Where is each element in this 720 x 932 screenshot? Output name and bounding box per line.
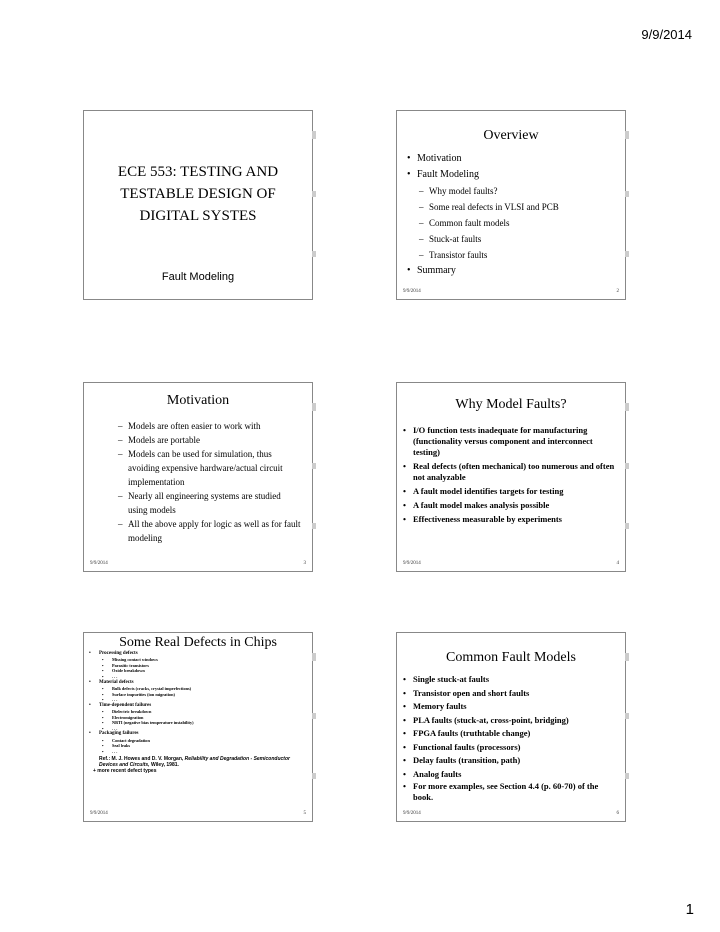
slide-footer-number: 6 [616, 811, 619, 816]
more-defects-note: + more recent defect types [93, 768, 157, 775]
defect-item: • Surface impurities (ion migration) [102, 692, 307, 698]
defect-item: • Electromigration [102, 715, 307, 721]
overview-item: • Summary [407, 263, 617, 279]
defect-item: • Seal leaks [102, 743, 307, 749]
fault-model-item: • For more examples, see Section 4.4 (p. 60-70) of the book. [403, 781, 617, 803]
overview-subitem: – Transistor faults [419, 247, 617, 263]
slide-footer [90, 811, 306, 816]
overview-subitem: – Common fault models [419, 215, 617, 231]
slide-6 [396, 632, 626, 822]
fault-model-item: • Analog faults [403, 768, 617, 782]
slide-4-title: Why Model Faults? [455, 397, 567, 412]
defect-item: • Parasitic transistors [102, 663, 307, 669]
fault-model-item: • Delay faults (transition, path) [403, 754, 617, 768]
motivation-item: – All the above apply for logic as well as for fault modeling [118, 517, 302, 545]
slide-footer-date: 9/9/2014 [90, 561, 108, 566]
slide-footer-number: 2 [616, 289, 619, 294]
slide-5 [83, 632, 313, 822]
why-item: • Effectiveness measurable by experiments [403, 514, 619, 525]
slide-footer-number: 5 [303, 811, 306, 816]
fault-model-item: • Transistor open and short faults [403, 687, 617, 701]
defect-item: • . . . [102, 726, 307, 732]
slide-footer-number: 3 [303, 561, 306, 566]
overview-item: • Fault Modeling [407, 167, 617, 183]
motivation-item: – Models are portable [118, 433, 302, 447]
defect-item: • Bulk defects (cracks, crystal imperfections) [102, 686, 307, 692]
slide-footer [403, 561, 619, 566]
fault-model-item: • Single stuck-at faults [403, 673, 617, 687]
slide-footer [90, 561, 306, 566]
slide-footer-date: 9/9/2014 [403, 561, 421, 566]
slide-1 [83, 110, 313, 300]
why-item: • I/O function tests inadequate for manufacturing (functionality versus component and interconnect testing) [403, 425, 619, 458]
reference-title: Reliability and Degradation - Semiconductor Devices and Circuits, [99, 755, 290, 768]
motivation-item: – Models are often easier to work with [118, 419, 302, 433]
defect-item: • Oxide breakdown [102, 668, 307, 674]
defect-item: • . . . [102, 674, 307, 680]
slide-1-subtitle: Fault Modeling [161, 271, 235, 283]
motivation-item: – Nearly all engineering systems are studied using models [118, 489, 302, 517]
overview-item: • Motivation [407, 151, 617, 167]
fault-model-item: • PLA faults (stuck-at, cross-point, bridging) [403, 714, 617, 728]
why-item: • A fault model makes analysis possible [403, 500, 619, 511]
defect-item: • . . . [102, 749, 307, 755]
reference-suffix: Wiley, 1981. [150, 761, 179, 768]
defect-item: • Contact degradation [102, 738, 307, 744]
why-item: • A fault model identifies targets for testing [403, 486, 619, 497]
defect-group: • Material defects [89, 680, 307, 686]
slide-footer-number: 4 [616, 561, 619, 566]
defect-item: • . . . [102, 697, 307, 703]
defect-item: • Missing contact windows [102, 657, 307, 663]
slide-footer-date: 9/9/2014 [403, 289, 421, 294]
slide-4 [396, 382, 626, 572]
overview-subitem: – Some real defects in VLSI and PCB [419, 199, 617, 215]
slide-footer-date: 9/9/2014 [403, 811, 421, 816]
defect-item: • Dielectric breakdown [102, 709, 307, 715]
slide-6-title: Common Fault Models [446, 650, 576, 665]
overview-subitem: – Why model faults? [419, 183, 617, 199]
motivation-item: – Models can be used for simulation, thus avoiding expensive hardware/actual circuit implementation [118, 447, 302, 489]
defect-item: • NBTI (negative bias temperature instability) [102, 720, 307, 726]
slide-footer [403, 289, 619, 294]
slide-footer [403, 811, 619, 816]
overview-subitem: – Stuck-at faults [419, 231, 617, 247]
why-item: • Real defects (often mechanical) too numerous and often not analyzable [403, 461, 619, 483]
fault-model-item: • Memory faults [403, 700, 617, 714]
slide-3-title: Motivation [166, 393, 230, 408]
defect-group: • Processing defects [89, 651, 307, 657]
slide-2 [396, 110, 626, 300]
slide-3 [83, 382, 313, 572]
page-date: 9/9/2014 [641, 27, 692, 42]
slide-5-title: Some Real Defects in Chips [119, 635, 277, 650]
page-number: 1 [685, 901, 694, 918]
reference-prefix: Ref.: M. J. Howes and D. V. Morgan, [99, 755, 184, 762]
reference [99, 756, 307, 769]
fault-model-item: • FPGA faults (truthtable change) [403, 727, 617, 741]
fault-model-item: • Functional faults (processors) [403, 741, 617, 755]
slide-2-title: Overview [483, 128, 539, 143]
defect-group: • Packaging failures [89, 731, 307, 737]
slide-footer-date: 9/9/2014 [90, 811, 108, 816]
defect-group: • Time-dependent failures [89, 703, 307, 709]
slide-1-title: ECE 553: TESTING AND TESTABLE DESIGN OF DIGITAL SYSTES [117, 164, 279, 224]
